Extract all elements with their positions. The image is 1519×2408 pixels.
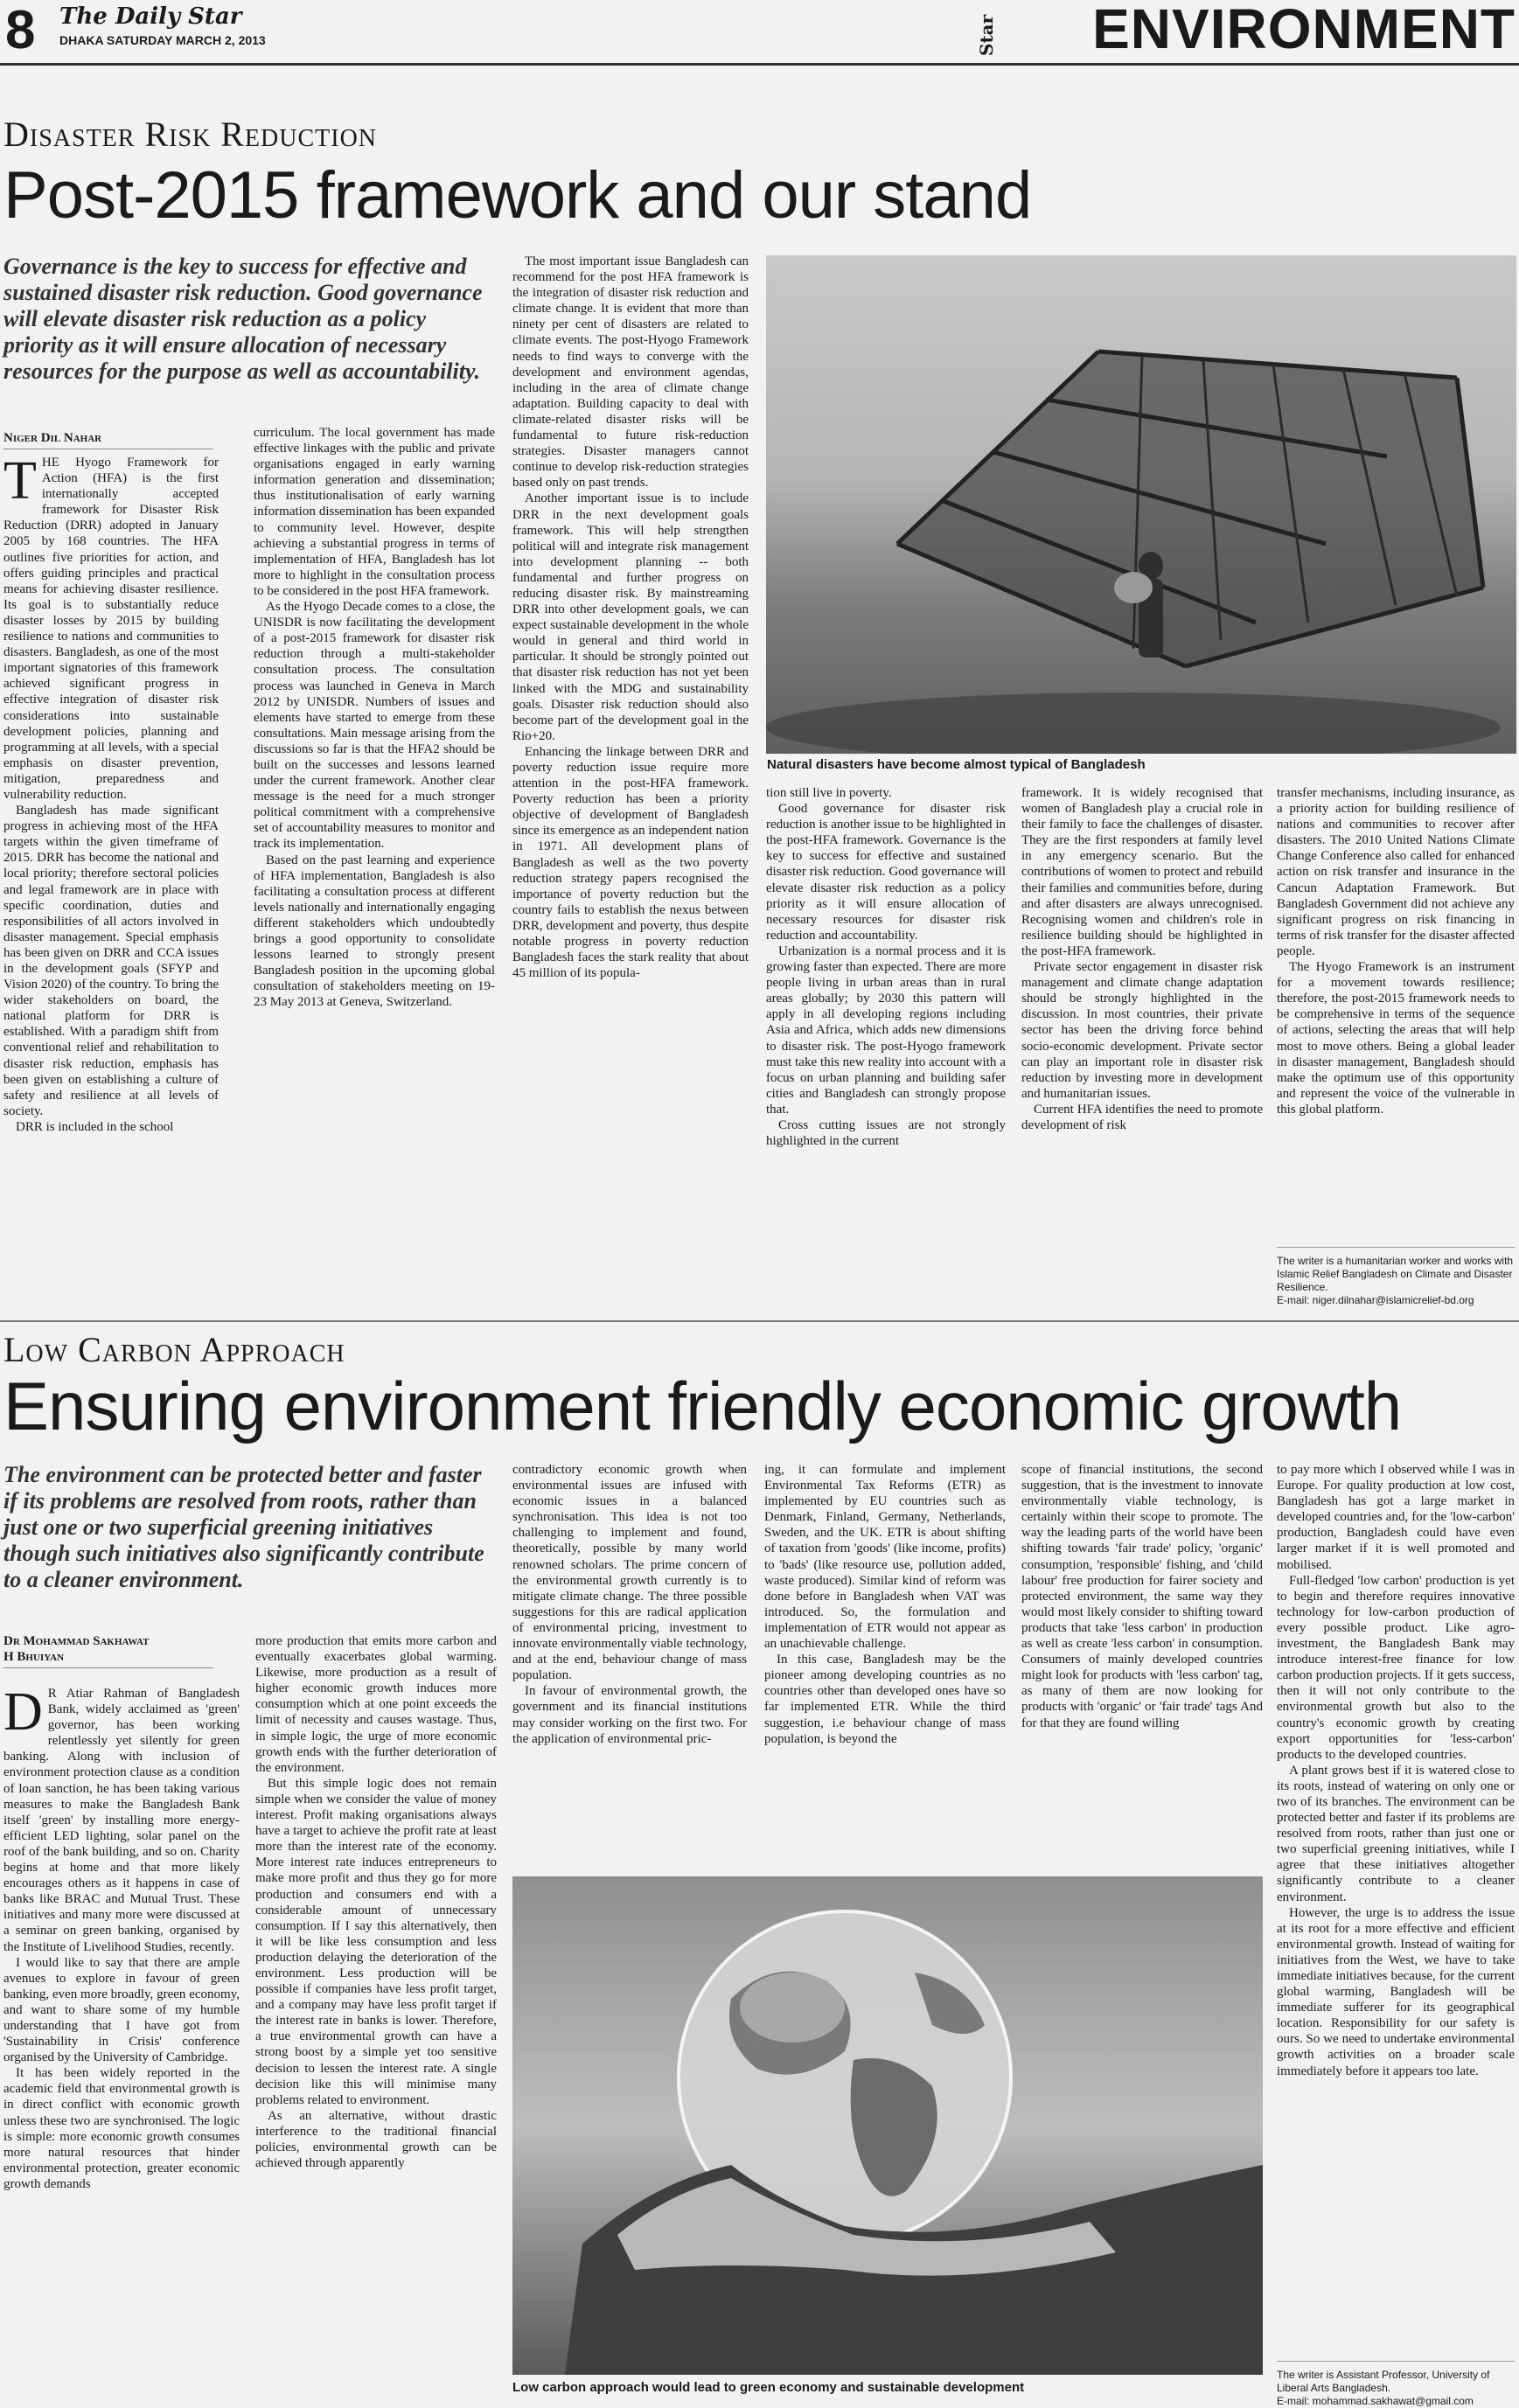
- article1-byline: Niger Dil Nahar: [3, 430, 213, 449]
- article2-column-4: ing, it can formulate and implement Environmental Tax Reforms (ETR) as implemented by EU countries such as Denmark, Finland, Germany, Netherlands, Sweden, and the UK. ETR is about shifting of taxation from 'goods' (like income, profits) to 'bads' (like resource use, pollution added, waste produced). Similar kind of reform was done before in Bangladesh when VAT was introduced. So, the formulation and implementation of ETR would not appear as an unachievable challenge. In this case, Bangladesh may be the pioneer among developing countries as no countries other than developed ones have so far implemented ETR. While the third suggestion, i.e behaviour change of mass population, is beyond the: [764, 1463, 1006, 1746]
- star-logo: Star: [976, 14, 997, 56]
- article2-author-note: The writer is Assistant Professor, University of Liberal Arts Bangladesh. E-mail: mohammad.sakhawat@gmail.com: [1277, 2361, 1515, 2408]
- article2-column-2: more production that emits more carbon and eventually exacerbates global warming. Likewise, more production as a result of higher economic growth induces more consumption which at one point exceeds the limit of necessity and causes wastage. Thus, in simple logic, the urge of more economic growth ends with the further deterioration of the environment. But this simple logic does not remain simple when we consider the value of money interest. Profit making organisations always have a target to achieve the profit rate at least more than the interest rate of the economy. More interest rate induces entrepreneurs to make more profit and thus they go for more production and consumers end with a considerable amount of unnecessary consumption. If I say this alternatively, then it will be like less consumption and less production delaying the deterioration of the environment. Less production will be possible if companies have less profit target, and a company may have less profit target if the interest rate in banks is lower. Therefore, a true environmental growth can have a strong boost by a simple yet too sensitive decision to lessen the interest rate. A single decision like this will minimise many problems related to environment. As an alternative, without drastic interference to the traditional financial policies, environmental growth can be achieved through apparently: [255, 1634, 497, 2171]
- article1-kicker: Disaster Risk Reduction: [3, 115, 378, 154]
- article1-dropcap: T: [3, 455, 37, 511]
- article1-column-1: THE Hyogo Framework for Action (HFA) is the first internationally accepted framework for Disaster Risk Reduction (DRR) adopted in January 2005 by 168 countries. The HFA outlines five priorities for action, and offers guiding principles and practical means for achieving disaster resilience. Its goal is to substantially reduce disaster losses by 2015 by building resilience to nations and communities to disasters. Bangladesh, as one of the most important signatories of this framework achieved significant progress in effective integration of disaster risk considerations into sustainable development policies, planning and programming at all levels, with a special emphasis on disaster prevention, mitigation, preparedness and vulnerability reduction. Bangladesh has made significant progress in achieving most of the HFA targets within the given timeframe of 2015. DRR has become the national and local priority; therefore sectoral policies and legal framework are in place with specific coordination, duties and responsibilities of all actors involved in disaster management. Special emphasis has been given on DRR and CCA issues in the development goals (SFYP and Vision 2020) of the country. To bring the wider stakeholders on board, the national platform for DRR is established. With a paradigm shift from conventional relief and rehabilitation to disaster risk reduction, emphasis has been given on establishing a culture of safety and resilience at all levels of society. DRR is included in the school: [3, 455, 219, 1134]
- article2-column-5: scope of financial institutions, the second suggestion, that is the investment to innovate environmentally viable technology, is certainly within their scope to promote. The way the leading parts of the world have been shifting towards 'fair trade' policy, 'organic' consumption, 'responsible' fishing, and 'child labour' free production for fairer society and protected environment, the same way they would most likely consider to shifting toward products that take 'less carbon' in production as well as create 'less carbon' in consumption. Consumers of mainly developed countries might look for products with 'less carbon' tag, as many of them are now looking for products with 'organic' or 'fair trade' tags And for that they are found willing: [1021, 1463, 1263, 1730]
- article2-byline: Dr Mohammad Sakhawat H Bhuiyan: [3, 1633, 213, 1668]
- article1-column-2: curriculum. The local government has made effective linkages with the public and private organisations engaged in early warning information generation and dissemination; thus institutionalisation of early warning information dissemination has been expanded to community level. However, despite achieving a substantial progress in terms of implementation of HFA, Bangladesh has lot more to highlight in the consultation process to be considered in the post HFA framework. As the Hyogo Decade comes to a close, the UNISDR is now facilitating the development of a post-2015 framework for disaster risk reduction through a multi-stakeholder consultation process. The consultation process was launched in Geneva in March 2012 by UNISDR. Numbers of issues and elements have started to emerge from these consultations. Main message arising from the discussions so far is that the HFA2 should be built on the successes and lessons learned under the current framework. Another clear message is the need for a much stronger political commitment with a comprehensive set of accountability measures to monitor and track its implementation. Based on the past learning and experience of HFA implementation, Bangladesh is also facilitating a consultation process at different levels nationally and internationally engaging different stakeholders which undoubtedly brings a good opportunity to consolidate lessons learned to strongly present Bangladesh position in the upcoming global consultation of stakeholders meeting on 19-23 May 2013 at Geneva, Switzerland.: [254, 426, 495, 1010]
- collapsed-house-illustration: [766, 255, 1516, 754]
- globe-in-hand-photo: [512, 1876, 1263, 2375]
- article2-headline: Ensuring environment friendly economic growth: [3, 1368, 1402, 1444]
- article1-column-4: tion still live in poverty. Good governance for disaster risk reduction is another issue to be highlighted in the post-HFA framework. Governance is the key to success for effective and sustained disaster risk reduction. Good governance will elevate disaster risk reduction as a policy priority as it will ensure allocation of necessary resources for disaster risk reduction and accountability. Urbanization is a normal process and it is growing faster than expected. There are more people living in urban areas than in rural areas globally; by 2030 this pattern will apply in all developing regions including Asia and Africa, which adds new dimensions to disaster risk. The post-Hyogo framework must take this new reality into account with a focus on urban planning and building safer cities and Bangladesh can strongly propose that. Cross cutting issues are not strongly highlighted in the current: [766, 786, 1006, 1149]
- disaster-photo: [766, 255, 1516, 754]
- article2-column-6: to pay more which I observed while I was in Europe. For quality production at low cost, Bangladesh has got a large market in developed countries and, for the 'low-carbon' production, Bangladesh could have even larger market if it is well promoted and mobilised. Full-fledged 'low carbon' production is yet to begin and therefore requires innovative technology for low-carbon production of every possible product. Like agro-investment, the Bangladesh Bank may introduce interest-free finance for low carbon production projects. If it gets success, then it will not only contribute to the environmental growth but also to the country's economic growth by creating export opportunities for 'less-carbon' products to the developed countries. A plant grows best if it is watered close to its roots, instead of watering on only one or two of its branches. The environment can be protected better and faster if its problems are resolved from roots, rather than just one or two superficial greening initiatives, while I agree that these initiatives altogether significantly contribute to a cleaner environment. However, the urge is to address the issue at its root for a more effective and efficient environmental growth. Instead of waiting for initiatives from the West, we have to take immediate initiatives because, for the current global warming, Bangladesh will be immediate sufferer for its geographical location. Responsibility for our safety is ours. So we need to undertake environmental growth activities on a broader scale immediately before it appears too late.: [1277, 1463, 1515, 2078]
- article1-deck: Governance is the key to success for effective and sustained disaster risk reduction. Good governance will elevate disaster risk reduction as a policy priority as it will ensure allocation of necessary resources for the purpose as well as accountability.: [3, 254, 483, 384]
- section-title: ENVIRONMENT: [1092, 0, 1516, 60]
- globe-photo-caption: Low carbon approach would lead to green economy and sustainable development: [512, 2380, 1025, 2395]
- masthead-logo: The Daily Star: [59, 3, 242, 30]
- dateline: DHAKA SATURDAY MARCH 2, 2013: [59, 33, 266, 47]
- article2-kicker: Low Carbon Approach: [3, 1330, 345, 1369]
- page-number: 8: [5, 0, 36, 60]
- article2-column-1: D R Atiar Rahman of Bangladesh Bank, widely acclaimed as 'green' governor, has been working relentlessly yet silently for green banking. Along with inclusion of environment protection clause as a condition of loan sanction, he has been taking various measures to make the Bangladesh Bank itself 'green' by installing more energy-efficient LED lighting, solar panel on the roof of the bank building, and so on. Charity begins at home and that more likely encourages others as it happens in case of banks like BRAC and Mutual Trust. These initiatives and many more were discussed at a seminar on green banking, organised by the Institute of Livelihood Studies, recently. I would like to say that there are ample avenues to explore in favour of green banking, even more broadly, green economy, and want to share some of my humble understanding that I have got from 'Sustainability in Crisis' conference organised by the University of Cambridge. It has been widely reported in the academic field that environmental growth is in direct conflict with economic growth unless these two are synchronised. The logic is simple: more economic growth consumes more natural resources that hinder environmental protection, greater economic growth demands: [3, 1686, 240, 2191]
- article1-headline: Post-2015 framework and our stand: [3, 158, 1032, 233]
- article2-dropcap: D: [3, 1686, 43, 1742]
- article1-author-note: The writer is a humanitarian worker and works with Islamic Relief Bangladesh on Climate and Disaster Resilience. E-mail: niger.dilnahar@islamicrelief-bd.org: [1277, 1247, 1515, 1307]
- globe-hand-illustration: [512, 1876, 1263, 2375]
- disaster-photo-caption: Natural disasters have become almost typical of Bangladesh: [767, 757, 1146, 772]
- article1-column-6: transfer mechanisms, including insurance, as a priority action for building resilience of nations and communities to recover after disasters. The 2010 United Nations Climate Change Conference also called for enhanced action on risk transfer and insurance in the Cancun Adaptation Framework. But Bangladesh Government did not achieve any significant progress on risk financing in terms of risk transfer for the disaster affected people. The Hyogo Framework is an instrument for a movement towards resilience; therefore, the post-2015 framework needs to be comprehensive in terms of the sequence of actions, selecting the areas that will help most to move others. Being a global leader in disaster management, Bangladesh should make the optimum use of this opportunity and represent the voice of the vulnerable in this global platform.: [1277, 786, 1515, 1117]
- article2-column-3: contradictory economic growth when environmental issues are infused with economic issues in a balanced synchronisation. This idea is not too challenging to implement and found, theoretically, possible by many world renowned scholars. The prime concern of the environmental growth currently is to mitigate climate change. The three possible suggestions for this are radical application of environmental pricing, investment to innovate environmentally viable technology, and at the end, behaviour change of mass population. In favour of environmental growth, the government and its financial institutions may consider working on the first two. For the application of environmental pric-: [512, 1463, 747, 1746]
- article-divider: [0, 1320, 1519, 1322]
- article1-column-3: The most important issue Bangladesh can recommend for the post HFA framework is the integration of disaster risk reduction and climate change. It is evident that more than ninety per cent of disasters are related to climate events. The post-Hyogo Framework needs to find ways to converge with the development and environment agendas, including in the area of climate change adaptation. Building capacity to deal with climate-related disaster risks will be fundamental to future risk-reduction strategies. Disaster managers cannot continue to develop risk-reduction strategies based only on past trends. Another important issue is to include DRR in the next development goals framework. This will help strengthen political will and integrate risk management into development planning -- both fundamental and further progress on reducing disaster risk. By mainstreaming DRR into other development goals, we can expect sustainable development in the whole would in general and third world in particular. It should be strongly pointed out that disaster risk reduction has not yet been linked with the MDG and sustainability goals. Disaster risk reduction should also become part of the development goal in the Rio+20. Enhancing the linkage between DRR and poverty reduction issue require more attention in the post-HFA framework. Poverty reduction has been a priority objective of development of Bangladesh since its emergence as an independent nation in 1971. All development plans of Bangladesh as well as the two poverty reduction strategy papers recognised the importance of poverty reduction but the country fails to establish the nexus between DRR, development and poverty, thus despite notable progress in poverty reduction Bangladesh faces the stark reality that about 45 million of its popula-: [512, 254, 749, 981]
- article1-column-5: framework. It is widely recognised that women of Bangladesh play a crucial role in their family to face the challenges of disaster. They are the first responders at family level in any emergency scenario. But the contributions of women to protect and rebuild their families and communities before, during and after disasters are always unrecognised. Recognising women and children's role in resilience building should be highlighted in the post-HFA framework. Private sector engagement in disaster risk management and climate change adaptation should be strongly highlighted in the discussion. In most countries, their private sector has been the driving force behind socio-economic development. Private sector can play an important role in disaster risk reduction by investing more in development and humanitarian issues. Current HFA identifies the need to promote development of risk: [1021, 786, 1263, 1132]
- article2-deck: The environment can be protected better and faster if its problems are resolved from roots, rather than just one or two superficial greening initiatives though such initiatives also significantly contribute to a cleaner environment.: [3, 1462, 484, 1592]
